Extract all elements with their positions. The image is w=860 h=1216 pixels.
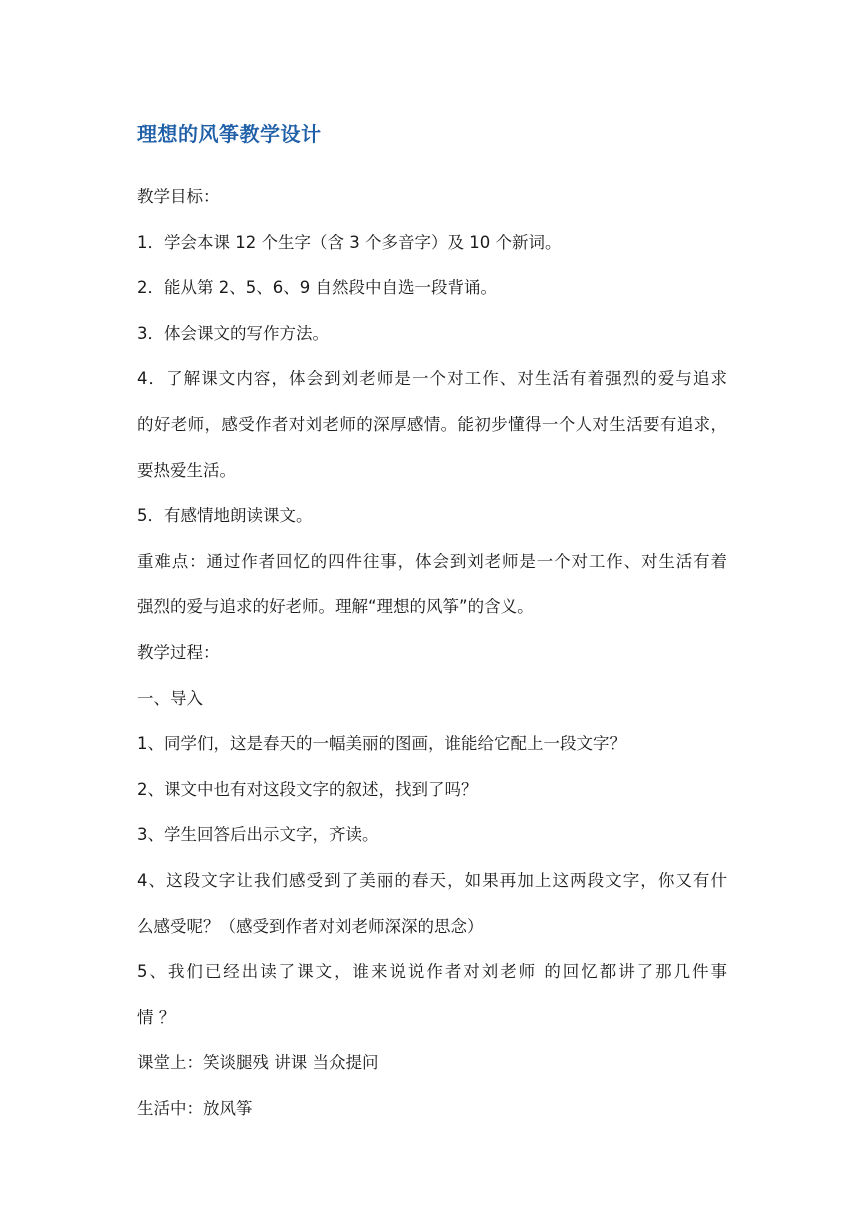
paragraph bbox=[137, 174, 727, 220]
paragraph-line: 教学目标： bbox=[137, 187, 220, 206]
document-body bbox=[137, 174, 727, 1131]
paragraph bbox=[137, 812, 727, 858]
paragraph bbox=[137, 265, 727, 311]
paragraph-line: 一、导入 bbox=[137, 688, 203, 708]
paragraph-line: 要热爱生活。 bbox=[137, 460, 236, 480]
paragraph bbox=[137, 949, 727, 1040]
paragraph-line: 5．有感情地朗读课文。 bbox=[137, 506, 313, 526]
paragraph-line: 生活中：放风筝 bbox=[137, 1098, 253, 1118]
paragraph-line: 重难点：通过作者回忆的四件往事，体会到刘老师是一个对工作、对生活有着 bbox=[137, 551, 727, 571]
paragraph bbox=[137, 721, 727, 767]
paragraph-line: 4．了解课文内容，体会到刘老师是一个对工作、对生活有着强烈的爱与追求 bbox=[137, 369, 727, 389]
page-title: 理想的风筝教学设计 bbox=[137, 122, 322, 146]
paragraph-line: 1、同学们，这是春天的一幅美丽的图画，谁能给它配上一段文字？ bbox=[137, 734, 626, 754]
paragraph bbox=[137, 356, 727, 493]
paragraph-line: 5、我们已经出读了课文，谁来说说作者对刘老师 的回忆都讲了那几件事 bbox=[137, 962, 727, 982]
paragraph-line: 强烈的爱与追求的好老师。理解“理想的风筝”的含义。 bbox=[137, 597, 534, 617]
paragraph-line: 教学过程： bbox=[137, 642, 220, 662]
paragraph bbox=[137, 220, 727, 266]
paragraph-line: 2、课文中也有对这段文字的叙述，找到了吗？ bbox=[137, 779, 478, 799]
paragraph-line: 情 ？ bbox=[137, 1007, 176, 1027]
paragraph bbox=[137, 767, 727, 813]
paragraph-line: 3、学生回答后出示文字，齐读。 bbox=[137, 825, 379, 845]
paragraph-line: 3．体会课文的写作方法。 bbox=[137, 323, 329, 343]
paragraph bbox=[137, 630, 727, 676]
paragraph-line: 课堂上：笑谈腿残 讲课 当众提问 bbox=[137, 1053, 379, 1073]
paragraph-line: 1．学会本课 12 个生字（含 3 个多音字）及 10 个新词。 bbox=[137, 232, 562, 252]
paragraph bbox=[137, 539, 727, 630]
paragraph bbox=[137, 311, 727, 357]
paragraph bbox=[137, 493, 727, 539]
paragraph bbox=[137, 858, 727, 949]
paragraph-line: 4、这段文字让我们感受到了美丽的春天，如果再加上这两段文字，你又有什 bbox=[137, 870, 727, 890]
paragraph-line: 么感受呢？（感受到作者对刘老师深深的思念） bbox=[137, 916, 484, 936]
paragraph bbox=[137, 676, 727, 722]
paragraph-line: 的好老师，感受作者对刘老师的深厚感情。能初步懂得一个人对生活要有追求， bbox=[137, 414, 727, 434]
paragraph bbox=[137, 1086, 727, 1132]
paragraph-line: 2．能从第 2、5、6、9 自然段中自选一段背诵。 bbox=[137, 278, 497, 298]
paragraph bbox=[137, 1040, 727, 1086]
